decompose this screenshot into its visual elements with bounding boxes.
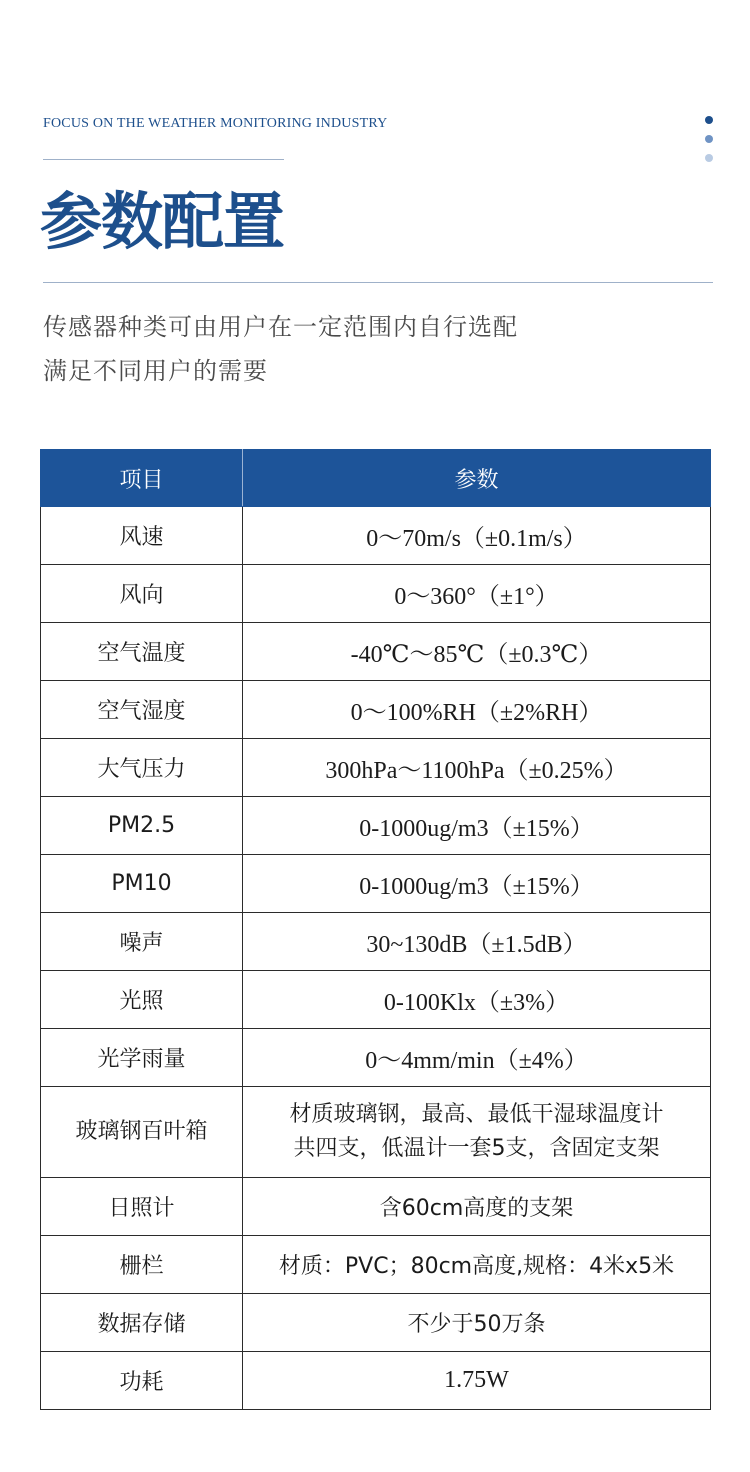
row-item: PM2.5	[41, 797, 243, 855]
table-row	[41, 1236, 711, 1294]
row-item: PM10	[41, 855, 243, 913]
row-item: 风向	[41, 565, 243, 623]
row-value-line: 材质玻璃钢，最高、最低干湿球温度计	[289, 1102, 664, 1127]
table-row	[41, 1029, 711, 1087]
tagline-divider	[43, 159, 284, 160]
spec-table	[40, 449, 711, 1410]
row-item: 风速	[41, 507, 243, 565]
table-row	[41, 1352, 711, 1410]
table-row	[41, 971, 711, 1029]
table-row	[41, 1294, 711, 1352]
row-item: 日照计	[41, 1178, 243, 1236]
table-row	[41, 797, 711, 855]
row-value: 0～360°（±1°）	[243, 565, 711, 623]
title-divider	[43, 282, 713, 283]
tagline: FOCUS ON THE WEATHER MONITORING INDUSTRY	[43, 116, 388, 131]
row-value: 0-1000ug/m3（±15%）	[243, 797, 711, 855]
indicator-dot	[705, 135, 713, 143]
subtitle-line: 满足不同用户的需要	[43, 357, 268, 385]
row-value	[243, 1087, 711, 1178]
row-value: 0～4mm/min（±4%）	[243, 1029, 711, 1087]
row-value: 不少于50万条	[243, 1294, 711, 1352]
page-title: 参数配置	[40, 185, 285, 258]
table-row	[41, 507, 711, 565]
row-item: 功耗	[41, 1352, 243, 1410]
table-row	[41, 623, 711, 681]
table-row	[41, 1178, 711, 1236]
row-item: 光学雨量	[41, 1029, 243, 1087]
row-value: -40℃～85℃（±0.3℃）	[243, 623, 711, 681]
row-value: 300hPa～1100hPa（±0.25%）	[243, 739, 711, 797]
indicator-dot	[705, 116, 713, 124]
row-value-line: 共四支，低温计一套5支，含固定支架	[293, 1136, 660, 1161]
row-value: 0～100%RH（±2%RH）	[243, 681, 711, 739]
row-value: 0-100Klx（±3%）	[243, 971, 711, 1029]
row-item: 栅栏	[41, 1236, 243, 1294]
table-row	[41, 913, 711, 971]
row-item: 空气湿度	[41, 681, 243, 739]
table-row	[41, 1087, 711, 1178]
row-item: 光照	[41, 971, 243, 1029]
page-indicator-dots	[705, 116, 715, 173]
table-row	[41, 681, 711, 739]
row-item: 玻璃钢百叶箱	[41, 1087, 243, 1178]
row-item: 空气温度	[41, 623, 243, 681]
row-value: 1.75W	[243, 1352, 711, 1410]
table-row	[41, 565, 711, 623]
row-value: 0～70m/s（±0.1m/s）	[243, 507, 711, 565]
row-item: 数据存储	[41, 1294, 243, 1352]
row-item: 噪声	[41, 913, 243, 971]
table-header-row	[41, 450, 711, 507]
row-value: 30~130dB（±1.5dB）	[243, 913, 711, 971]
table-row	[41, 739, 711, 797]
row-value: 含60cm高度的支架	[243, 1178, 711, 1236]
row-value: 0-1000ug/m3（±15%）	[243, 855, 711, 913]
column-header-item: 项目	[41, 450, 243, 507]
column-header-param: 参数	[243, 450, 711, 507]
table-row	[41, 855, 711, 913]
subtitle	[43, 305, 518, 393]
subtitle-line: 传感器种类可由用户在一定范围内自行选配	[43, 313, 518, 341]
indicator-dot	[705, 154, 713, 162]
row-value: 材质：PVC；80cm高度,规格：4米x5米	[243, 1236, 711, 1294]
row-item: 大气压力	[41, 739, 243, 797]
